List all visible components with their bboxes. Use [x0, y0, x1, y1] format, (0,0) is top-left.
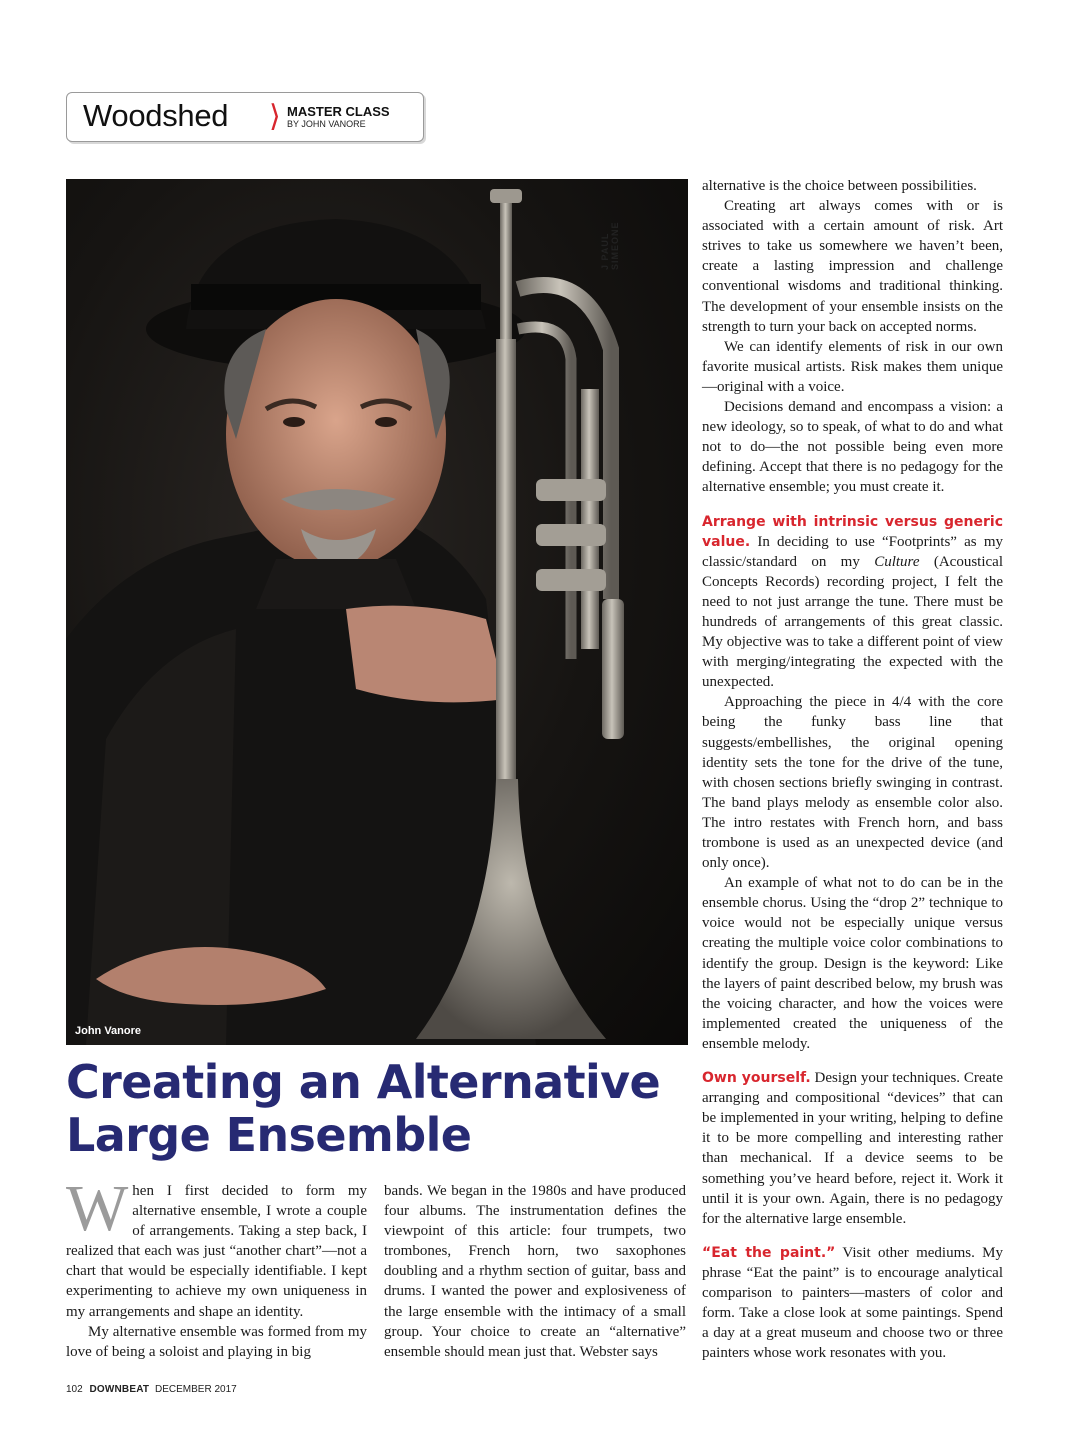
article-column-3 [702, 176, 1003, 1363]
section-separator: ⟩ [269, 100, 281, 133]
subhead-own: Own yourself. [702, 1070, 811, 1087]
section-name: Woodshed [83, 98, 229, 133]
portrait-illustration [66, 179, 688, 1045]
paragraph: bands. We began in the 1980s and have produced four albums. The instrumentation defines the viewpoint of this article: four trumpets, two trombones, French horn, two saxophones doubling and a rhythm section of guitar, bass and drums. I wanted the power and explosiveness of the large ensemble with the intimacy of a small group. Your choice to create an “alternative” ensemble should mean just that. Webster says [384, 1183, 686, 1360]
paragraph: Creating art always comes with or is associated with a certain amount of risk. Art strives to take us somewhere we haven’t been, create a lasting impression and challenge conventional wisdoms and traditional thinking. The development of your ensemble insists on the strength to turn your back on accepted norms. [702, 198, 1003, 335]
paragraph-text: Design your techniques. Create arranging and compositional “devices” that can be implemented in your writing, helping to define it to be more compelling and interesting rather than mechanical. If a device seems to be something you’ve heard before, reject it. Work it until it is your own. Again, there is no pedagogy for the alternative large ensemble. [702, 1070, 1004, 1227]
album-title: Culture [874, 553, 920, 570]
page-footer [66, 1384, 237, 1395]
issue-date: DECEMBER 2017 [155, 1384, 237, 1395]
paragraph [66, 1172, 367, 1322]
portrait-photo [66, 179, 688, 1045]
subhead-paint: “Eat the paint.” [702, 1244, 836, 1261]
paragraph: Approaching the piece in 4/4 with the core being the funky bass line that suggests/embellishes, the original opening identity sets the tone for the drive of the tune, with chosen sections briefly swinging in contrast. The band plays melody as ensemble color also. The intro restates with French horn, and bass trombone is used as an unexpected device (and only once). [702, 694, 1003, 872]
section-header [66, 92, 424, 142]
page-number: 102 [66, 1384, 83, 1395]
byline: BY JOHN VANORE [287, 119, 366, 129]
paragraph-paint [702, 1243, 1003, 1364]
photo-caption: John Vanore [75, 1025, 142, 1037]
drop-cap: W [66, 1172, 129, 1245]
paragraph: Decisions demand and encompass a vision: a new ideology, so to speak, of what to do and what not to do—the not possible being even more defining. Accept that there is no pedagogy for the alternative ensemble; you must create it. [702, 399, 1003, 496]
paragraph: We can identify elements of risk in our own favorite musical artists. Risk makes them unique—original with a voice. [702, 338, 1003, 395]
paragraph-text: Visit other mediums. My phrase “Eat the paint” is to encourage analytical comparison to painters—masters of color and form. Take a close look at some paintings. Spend a day at a great museum and choose two or three painters whose work resonates with you. [702, 1244, 1003, 1362]
magazine-name: DOWNBEAT [89, 1384, 150, 1395]
paragraph-text: In deciding to use “Footprints” as my classic/standard on my [702, 533, 1003, 570]
paragraph: alternative is the choice between possibilities. [702, 178, 977, 194]
article-title: Creating an Alternative Large Ensemble [66, 1055, 661, 1162]
subhead-arrange: Arrange with intrinsic versus generic value. [702, 513, 1003, 550]
paragraph: An example of what not to do can be in the ensemble chorus. Using the “drop 2” technique to voice would not be especially unique versus creating the multiple voice color combinations to identify the group. Design is the keyword: Like the layers of paint described below, my brush was the voicing character, and how the voices were implemented created the uniqueness of the ensemble melody. [702, 875, 1003, 1052]
subsection-label: MASTER CLASS [287, 104, 390, 119]
paragraph-arrange [702, 512, 1003, 693]
photo-credit: J PAUL SIMEONE [600, 221, 620, 270]
paragraph-text: hen I first decided to form my alternative ensemble, I wrote a couple of arrangements. Taking a step back, I realized that each was just “another chart”—not a chart that would be especially identifiable. I kept experimenting to achieve my own uniqueness in my arrangements and shape an identity. [66, 1183, 367, 1320]
paragraph-text: (Acoustical Concepts Records) recording project, I felt the need to not just arrange the tune. There must be hundreds of arrangements of this great classic. My objective was to take a different point of view with merging/integrating the expected with the unexpected. [702, 553, 1003, 691]
paragraph: My alternative ensemble was formed from my love of being a soloist and playing in big [66, 1323, 367, 1360]
article-column-1 [66, 1172, 367, 1362]
article-column-2 [384, 1181, 686, 1362]
paragraph-own [702, 1068, 1003, 1229]
